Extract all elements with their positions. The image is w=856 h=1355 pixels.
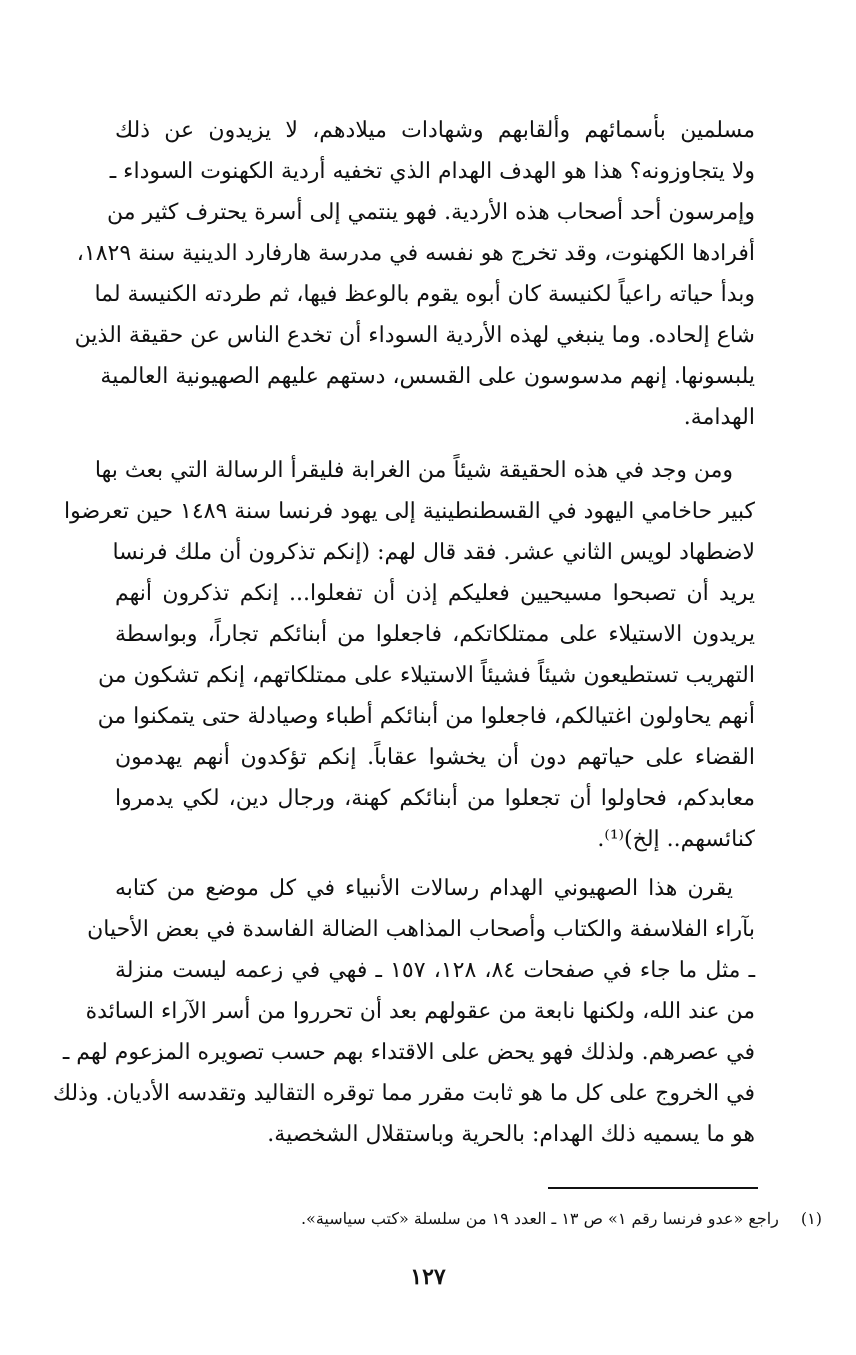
paragraph-line: وبدأ حياته راعياً لكنيسة كان أبوه يقوم بالوعظ فيها، ثم طردته الكنيسة لما [94, 282, 755, 307]
paragraph-line: شاع إلحاده. وما ينبغي لهذه الأردية السوداء أن تخدع الناس عن حقيقة الذين [74, 323, 755, 348]
page-number: ١٢٧ [410, 1264, 446, 1290]
paragraph-line: ومن وجد في هذه الحقيقة شيئاً من الغرابة فليقرأ الرسالة التي بعث بها [94, 458, 733, 483]
paragraph-line: بآراء الفلاسفة والكتاب وأصحاب المذاهب الضالة الفاسدة في بعض الأحيان [87, 917, 755, 942]
paragraph-line: ـ مثل ما جاء في صفحات ٨٤، ١٢٨، ١٥٧ ـ فهي في زعمه ليست منزلة [115, 958, 756, 983]
paragraph-line: كبير حاخامي اليهود في القسطنطينية إلى يهود فرنسا سنة ١٤٨٩ حين تعرضوا [63, 499, 755, 524]
paragraph-line: يقرن هذا الصهيوني الهدام رسالات الأنبياء في كل موضع من كتابه [115, 876, 733, 901]
paragraph-line: أفرادها الكهنوت، وقد تخرج هو نفسه في مدرسة هارفارد الدينية سنة ١٨٢٩، [76, 241, 755, 266]
paragraph-2 [63, 450, 755, 860]
paragraph-line: من عند الله، ولكنها نابعة من عقولهم بعد أن تحرروا من أسر الآراء السائدة [85, 999, 755, 1024]
paragraph-line: أنهم يحاولون اغتيالكم، فاجعلوا من أبنائكم أطباء وصيادلة حتى يتمكنوا من [97, 704, 755, 729]
paragraph-line: مسلمين بأسمائهم وألقابهم وشهادات ميلادهم، لا يزيدون عن ذلك [115, 118, 755, 143]
paragraph-line: معابدكم، فحاولوا أن تجعلوا من أبنائكم كهنة، ورجال دين، لكي يدمروا [115, 786, 755, 811]
paragraph-3 [52, 868, 756, 1155]
paragraph-line: يريد أن تصبحوا مسيحيين فعليكم إذن أن تفعلوا... إنكم تذكرون أنهم [115, 581, 755, 606]
paragraph-1 [74, 110, 755, 438]
paragraph-line: وإمرسون أحد أصحاب هذه الأردية. فهو ينتمي إلى أسرة يحترف كثير من [106, 200, 755, 225]
paragraph-line: القضاء على حياتهم دون أن يخشوا عقاباً. إنكم تؤكدون أنهم يهدمون [115, 745, 755, 770]
paragraph-line: هو ما يسميه ذلك الهدام: بالحرية وباستقلال الشخصية. [267, 1122, 755, 1147]
paragraph-line: يريدون الاستيلاء على ممتلكاتكم، فاجعلوا من أبنائكم تجاراً، وبواسطة [115, 622, 755, 647]
footnote [230, 1206, 822, 1232]
footnote-text: راجع «عدو فرنسا رقم ١» ص ١٣ ـ العدد ١٩ من سلسلة «كتب سياسية». [300, 1209, 779, 1228]
paragraph-line: في عصرهم. ولذلك فهو يحض على الاقتداء بهم حسب تصويره المزعوم لهم ـ [62, 1040, 755, 1065]
paragraph-line: ولا يتجاوزونه؟ هذا هو الهدف الهدام الذي تخفيه أردية الكهنوت السوداء ـ [109, 159, 755, 184]
paragraph-line: يلبسونها. إنهم مدسوسون على القسس، دستهم عليهم الصهيونية العالمية [100, 364, 755, 389]
paragraph-line: كنائسهم.. إلخ)⁽¹⁾. [597, 827, 755, 852]
footnote-number: (١) [800, 1209, 822, 1228]
paragraph-line: لاضطهاد لويس الثاني عشر. فقد قال لهم: (إنكم تذكرون أن ملك فرنسا [112, 540, 755, 565]
paragraph-line: الهدامة. [683, 405, 755, 430]
paragraph-line: في الخروج على كل ما هو ثابت مقرر مما توقره التقاليد وتقدسه الأديان. وذلك [52, 1081, 755, 1106]
paragraph-line: التهريب تستطيعون شيئاً فشيئاً الاستيلاء على ممتلكاتهم، إنكم تشكون من [98, 663, 755, 688]
footnote-divider [548, 1187, 758, 1189]
